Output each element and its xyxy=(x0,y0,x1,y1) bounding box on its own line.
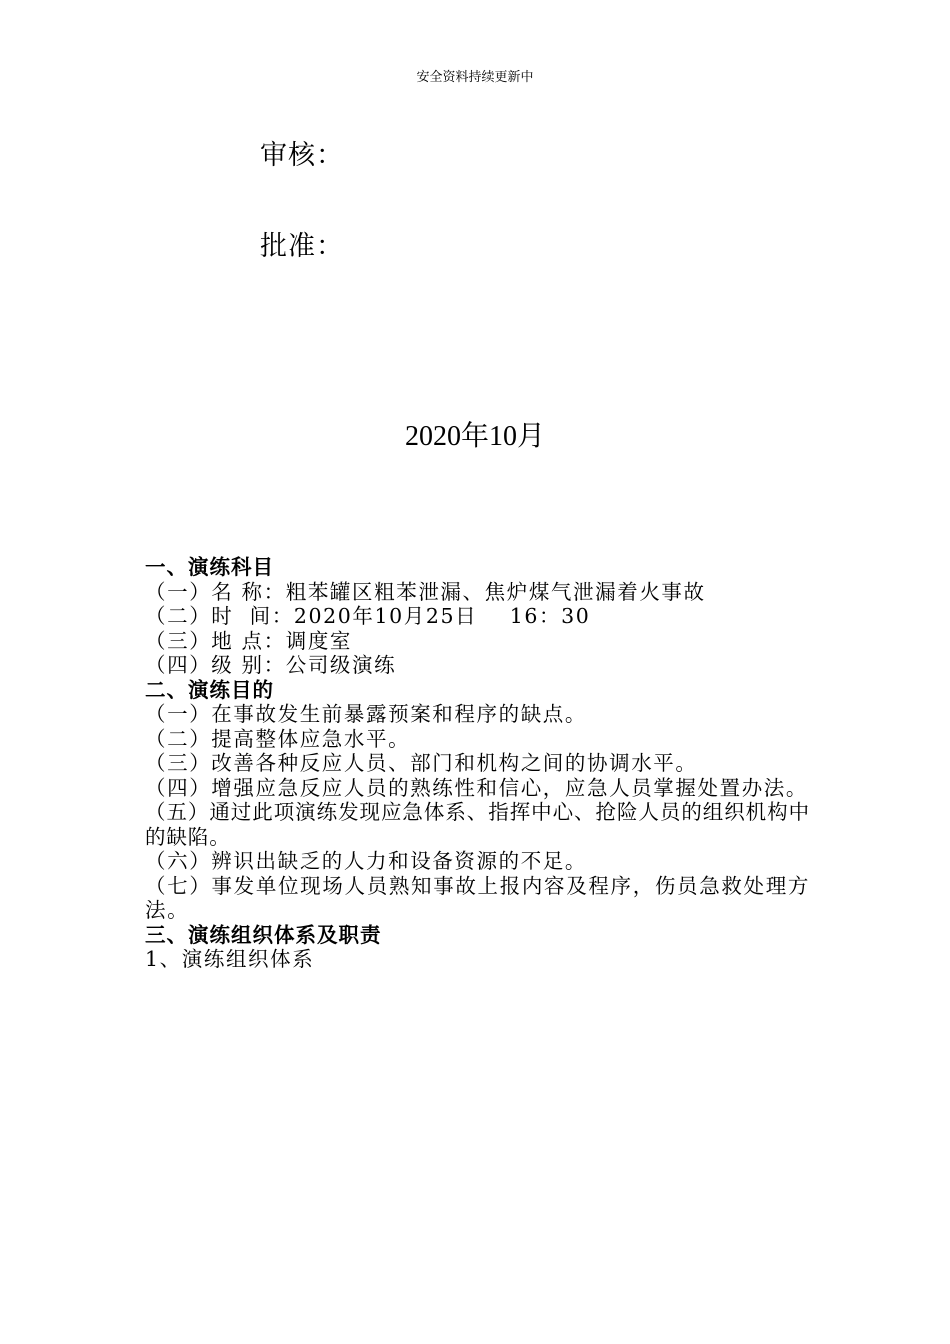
review-signoff-label: 审核： xyxy=(260,140,344,171)
drill-name-line: （一）名 称：粗苯罐区粗苯泄漏、焦炉煤气泄漏着火事故 xyxy=(145,579,706,604)
approve-signoff-label: 批准： xyxy=(260,231,344,262)
purpose-item: （二）提高整体应急水平。 xyxy=(145,726,411,751)
drill-level-line: （四）级 别：公司级演练 xyxy=(145,653,397,677)
purpose-item: （一）在事故发生前暴露预案和程序的缺点。 xyxy=(145,702,587,726)
purpose-item: （五）通过此项演练发现应急体系、指挥中心、抢险人员的组织机构中的缺陷。 xyxy=(145,800,810,849)
document-body xyxy=(145,555,810,972)
purpose-item: （三）改善各种反应人员、部门和机构之间的协调水平。 xyxy=(145,751,698,775)
drill-location-line: （三）地 点：调度室 xyxy=(145,628,353,653)
purpose-item: （六）辨识出缺乏的人力和设备资源的不足。 xyxy=(145,849,587,873)
header-note: 安全资料持续更新中 xyxy=(416,70,534,85)
drill-time-line: （二）时 间：2020年10月25日 16：30 xyxy=(145,604,591,628)
document-date: 2020年10月 xyxy=(404,421,545,452)
purpose-item: （七）事发单位现场人员熟知事故上报内容及程序，伤员急救处理方法。 xyxy=(145,873,810,922)
purpose-item: （四）增强应急反应人员的熟练性和信心，应急人员掌握处置办法。 xyxy=(145,775,808,800)
organization-item: 1、演练组织体系 xyxy=(145,947,315,971)
section-heading-drill-subject: 一、演练科目 xyxy=(145,555,274,579)
section-heading-drill-organization: 三、演练组织体系及职责 xyxy=(145,922,382,947)
section-heading-drill-purpose: 二、演练目的 xyxy=(145,677,274,702)
